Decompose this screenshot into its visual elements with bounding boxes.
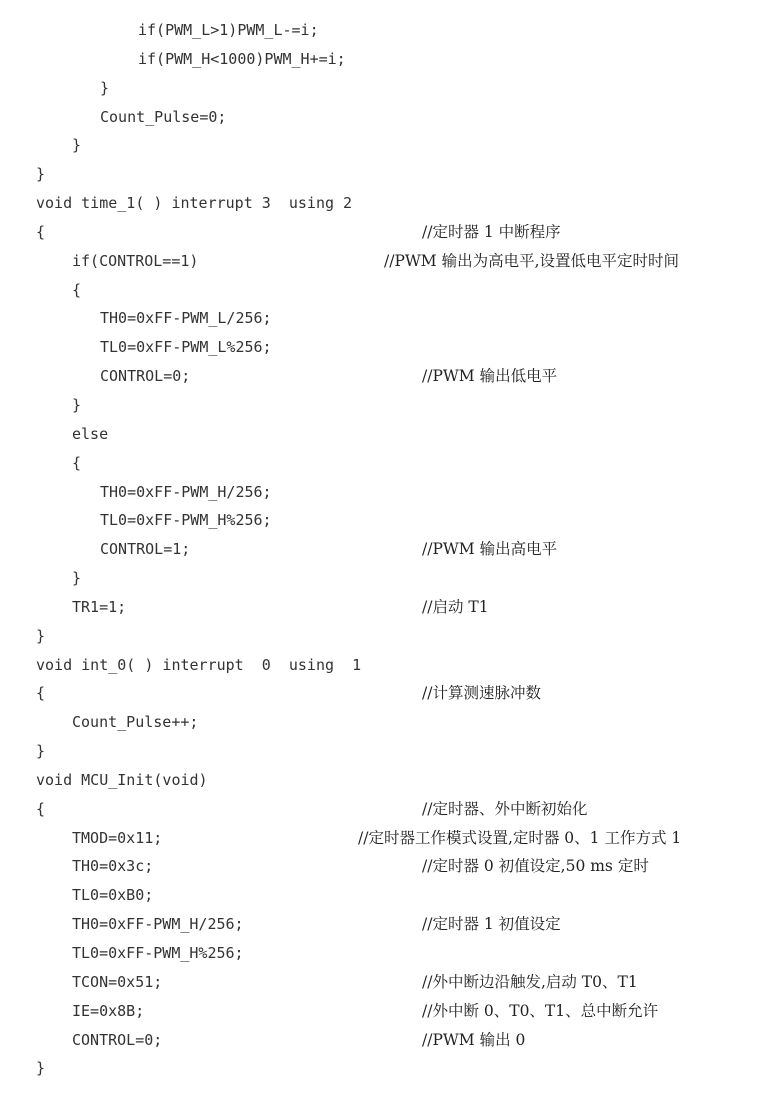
code-line — [0, 795, 783, 824]
code-line — [0, 45, 783, 74]
code-comment: //PWM 输出为高电平,设置低电平定时时间 — [384, 251, 680, 270]
code-line — [0, 189, 783, 218]
code-comment: //外中断 0、T0、T1、总中断允许 — [422, 1001, 659, 1020]
code-line — [0, 651, 783, 680]
code-text: Count_Pulse++; — [72, 713, 199, 732]
code-text: CONTROL=0; — [100, 367, 191, 386]
code-line — [0, 391, 783, 420]
code-text: } — [36, 742, 46, 761]
code-line — [0, 939, 783, 968]
code-line — [0, 16, 783, 45]
code-comment: //PWM 输出高电平 — [422, 540, 558, 559]
code-line — [0, 276, 783, 305]
code-line — [0, 997, 783, 1026]
code-text: TH0=0xFF-PWM_H/256; — [100, 482, 272, 501]
code-text: TCON=0x51; — [72, 972, 163, 991]
code-line — [0, 131, 783, 160]
code-text: CONTROL=0; — [72, 1030, 163, 1049]
code-text: void int_0( ) interrupt 0 using 1 — [36, 655, 362, 674]
code-comment: //定时器 0 初值设定,50 ms 定时 — [422, 857, 649, 876]
code-line — [0, 304, 783, 333]
code-text: { — [36, 684, 46, 703]
code-text: TH0=0xFF-PWM_H/256; — [72, 915, 244, 934]
code-text: IE=0x8B; — [72, 1001, 145, 1020]
code-line — [0, 478, 783, 507]
code-text: CONTROL=1; — [100, 540, 191, 559]
code-line — [0, 449, 783, 478]
code-comment: //定时器、外中断初始化 — [422, 799, 588, 818]
code-text: void MCU_Init(void) — [36, 770, 208, 789]
code-text: } — [72, 569, 82, 588]
code-text: TH0=0x3c; — [72, 857, 154, 876]
code-comment: //定时器工作模式设置,定时器 0、1 工作方式 1 — [358, 828, 682, 847]
code-text: TL0=0xFF-PWM_H%256; — [100, 511, 272, 530]
code-line — [0, 74, 783, 103]
code-text: TL0=0xB0; — [72, 886, 154, 905]
code-line — [0, 824, 783, 853]
code-listing — [0, 16, 783, 1083]
code-text: } — [72, 136, 82, 155]
code-line — [0, 910, 783, 939]
code-comment: //计算测速脉冲数 — [422, 684, 541, 703]
code-text: TR1=1; — [72, 597, 127, 616]
code-text: if(PWM_L>1)PWM_L-=i; — [138, 21, 319, 39]
code-line — [0, 766, 783, 795]
code-text: { — [72, 280, 82, 299]
code-comment: //定时器 1 初值设定 — [422, 915, 561, 934]
code-line — [0, 1054, 783, 1083]
code-line — [0, 564, 783, 593]
code-text: } — [72, 395, 82, 414]
code-line — [0, 247, 783, 276]
code-line — [0, 535, 783, 564]
code-line — [0, 420, 783, 449]
code-text: if(CONTROL==1) — [72, 251, 199, 270]
code-comment: //定时器 1 中断程序 — [422, 222, 561, 241]
code-comment: //启动 T1 — [422, 597, 489, 616]
code-text: } — [36, 626, 46, 645]
code-text: { — [36, 222, 46, 241]
code-line — [0, 881, 783, 910]
code-line — [0, 333, 783, 362]
code-text: { — [36, 799, 46, 818]
code-line — [0, 737, 783, 766]
code-text: } — [100, 78, 110, 97]
code-text: } — [36, 1059, 46, 1078]
code-text: void time_1( ) interrupt 3 using 2 — [36, 194, 353, 213]
code-line — [0, 218, 783, 247]
code-comment: //外中断边沿触发,启动 T0、T1 — [422, 972, 638, 991]
code-line — [0, 103, 783, 132]
code-text: } — [36, 165, 46, 184]
code-line — [0, 362, 783, 391]
code-line — [0, 160, 783, 189]
code-text: TL0=0xFF-PWM_H%256; — [72, 944, 244, 962]
code-text: { — [72, 453, 82, 472]
code-line — [0, 622, 783, 651]
code-line — [0, 679, 783, 708]
code-line — [0, 708, 783, 737]
code-line — [0, 593, 783, 622]
code-comment: //PWM 输出 0 — [422, 1030, 526, 1049]
code-text: TH0=0xFF-PWM_L/256; — [100, 309, 272, 328]
code-line — [0, 1026, 783, 1055]
code-text: TMOD=0x11; — [72, 828, 163, 847]
code-line — [0, 968, 783, 997]
code-comment: //PWM 输出低电平 — [422, 367, 558, 386]
code-line — [0, 506, 783, 535]
code-text: Count_Pulse=0; — [100, 107, 227, 126]
code-text: else — [72, 424, 109, 443]
code-text: if(PWM_H<1000)PWM_H+=i; — [138, 49, 346, 68]
code-line — [0, 852, 783, 881]
code-text: TL0=0xFF-PWM_L%256; — [100, 338, 272, 357]
